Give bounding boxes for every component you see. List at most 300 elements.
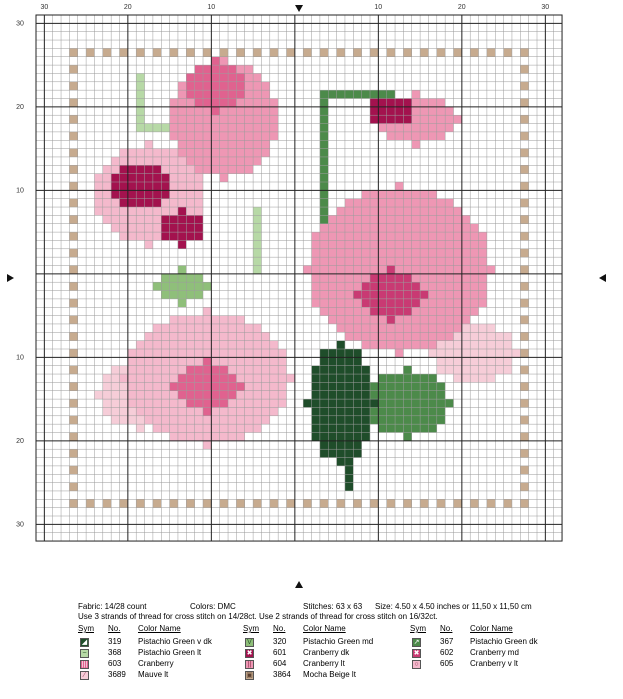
stitch-cell bbox=[362, 257, 370, 265]
stitch-cell bbox=[186, 207, 194, 215]
stitch-cell bbox=[203, 499, 211, 507]
stitch-cell bbox=[337, 282, 345, 290]
stitch-cell bbox=[520, 132, 528, 140]
stitch-cell bbox=[161, 215, 169, 223]
stitch-cell bbox=[345, 240, 353, 248]
stitch-cell bbox=[412, 307, 420, 315]
stitch-cell bbox=[236, 82, 244, 90]
stitch-cell bbox=[353, 282, 361, 290]
stitch-cell bbox=[445, 299, 453, 307]
stitch-cell bbox=[378, 324, 386, 332]
stitch-cell bbox=[178, 82, 186, 90]
stitch-cell bbox=[211, 132, 219, 140]
stitch-cell bbox=[362, 341, 370, 349]
stitch-cell bbox=[153, 391, 161, 399]
stitch-cell bbox=[211, 82, 219, 90]
stitch-cell bbox=[203, 149, 211, 157]
stitch-cell bbox=[387, 341, 395, 349]
stitch-cell bbox=[170, 274, 178, 282]
stitch-cell bbox=[328, 374, 336, 382]
stitch-cell bbox=[320, 249, 328, 257]
stitch-cell bbox=[261, 107, 269, 115]
stitch-cell bbox=[111, 174, 119, 182]
stitch-cell bbox=[370, 341, 378, 349]
legend-number: 320 bbox=[273, 637, 287, 646]
stitch-cell bbox=[186, 99, 194, 107]
stitch-cell bbox=[245, 324, 253, 332]
stitch-cell bbox=[220, 366, 228, 374]
stitch-cell bbox=[362, 249, 370, 257]
stitch-cell bbox=[253, 224, 261, 232]
stitch-cell bbox=[253, 107, 261, 115]
stitch-cell bbox=[353, 433, 361, 441]
stitch-cell bbox=[337, 391, 345, 399]
stitch-cell bbox=[412, 257, 420, 265]
stitch-cell bbox=[186, 382, 194, 390]
stitch-cell bbox=[161, 357, 169, 365]
stitch-cell bbox=[378, 224, 386, 232]
stitch-cell bbox=[387, 399, 395, 407]
stitch-cell bbox=[378, 332, 386, 340]
stitch-cell bbox=[353, 232, 361, 240]
center-arrow-left bbox=[7, 274, 14, 282]
stitch-cell bbox=[420, 99, 428, 107]
stitch-cell bbox=[211, 433, 219, 441]
stitch-cell bbox=[370, 199, 378, 207]
stitch-cell bbox=[412, 407, 420, 415]
stitch-cell bbox=[504, 349, 512, 357]
stitch-cell bbox=[403, 374, 411, 382]
stitch-cell bbox=[211, 157, 219, 165]
stitch-cell bbox=[161, 224, 169, 232]
stitch-cell bbox=[128, 165, 136, 173]
stitch-cell bbox=[136, 99, 144, 107]
stitch-cell bbox=[186, 291, 194, 299]
stitch-cell bbox=[337, 249, 345, 257]
stitch-cell bbox=[403, 307, 411, 315]
stitch-cell bbox=[69, 499, 77, 507]
stitch-cell bbox=[387, 190, 395, 198]
stitch-cell bbox=[395, 316, 403, 324]
center-arrow-bottom bbox=[295, 581, 303, 588]
legend-header-name: Color Name bbox=[303, 624, 346, 633]
stitch-cell bbox=[454, 257, 462, 265]
stitch-cell bbox=[378, 341, 386, 349]
stitch-cell bbox=[128, 199, 136, 207]
stitch-cell bbox=[245, 165, 253, 173]
stitch-cell bbox=[236, 407, 244, 415]
stitch-cell bbox=[395, 115, 403, 123]
stitch-cell bbox=[170, 190, 178, 198]
stitch-cell bbox=[103, 407, 111, 415]
stitch-cell bbox=[353, 449, 361, 457]
stitch-cell bbox=[337, 291, 345, 299]
stitch-cell bbox=[370, 257, 378, 265]
stitch-cell bbox=[178, 382, 186, 390]
legend-color-name: Pistachio Green md bbox=[303, 637, 374, 646]
stitch-cell bbox=[128, 190, 136, 198]
stitch-cell bbox=[120, 149, 128, 157]
stitch-cell bbox=[69, 483, 77, 491]
top-axis-label: 10 bbox=[374, 4, 383, 11]
stitch-cell bbox=[412, 299, 420, 307]
stitch-cell bbox=[387, 207, 395, 215]
stitch-cell bbox=[69, 433, 77, 441]
stitch-cell bbox=[220, 349, 228, 357]
stitch-cell bbox=[370, 307, 378, 315]
stitch-cell bbox=[153, 199, 161, 207]
stitch-cell bbox=[203, 382, 211, 390]
stitch-cell bbox=[170, 382, 178, 390]
stitch-cell bbox=[236, 115, 244, 123]
stitch-cell bbox=[195, 433, 203, 441]
stitch-cell bbox=[470, 232, 478, 240]
stitch-cell bbox=[253, 257, 261, 265]
stitch-cell bbox=[178, 324, 186, 332]
stitch-cell bbox=[170, 215, 178, 223]
stitch-cell bbox=[253, 132, 261, 140]
stitch-cell bbox=[345, 199, 353, 207]
stitch-cell bbox=[320, 124, 328, 132]
stitch-cell bbox=[236, 382, 244, 390]
stitch-cell bbox=[128, 357, 136, 365]
stitch-cell bbox=[270, 399, 278, 407]
stitch-cell bbox=[420, 424, 428, 432]
stitch-cell bbox=[136, 73, 144, 81]
stitch-cell bbox=[337, 366, 345, 374]
stitch-cell bbox=[178, 174, 186, 182]
stitch-cell bbox=[94, 174, 102, 182]
stitch-cell bbox=[520, 382, 528, 390]
stitch-cell bbox=[370, 332, 378, 340]
stitch-cell bbox=[178, 132, 186, 140]
stitch-cell bbox=[412, 399, 420, 407]
stitch-cell bbox=[253, 416, 261, 424]
stitch-cell bbox=[69, 332, 77, 340]
stitch-cell bbox=[186, 399, 194, 407]
stitch-cell bbox=[120, 499, 128, 507]
stitch-cell bbox=[337, 433, 345, 441]
stitch-cell bbox=[520, 349, 528, 357]
stitch-cell bbox=[395, 399, 403, 407]
stitch-cell bbox=[136, 165, 144, 173]
stitch-cell bbox=[203, 357, 211, 365]
stitch-cell bbox=[353, 399, 361, 407]
stitch-cell bbox=[211, 140, 219, 148]
stitch-cell bbox=[145, 399, 153, 407]
stitch-cell bbox=[445, 249, 453, 257]
stitch-cell bbox=[186, 73, 194, 81]
legend-color-name: Cranberry bbox=[138, 659, 174, 668]
stitch-cell bbox=[470, 240, 478, 248]
stitch-cell bbox=[170, 48, 178, 56]
stitch-cell bbox=[203, 332, 211, 340]
stitch-cell bbox=[153, 232, 161, 240]
stitch-cell bbox=[136, 174, 144, 182]
stitch-cell bbox=[261, 382, 269, 390]
stitch-cell bbox=[136, 90, 144, 98]
stitch-cell bbox=[320, 374, 328, 382]
stitch-cell bbox=[303, 399, 311, 407]
stitch-cell bbox=[337, 299, 345, 307]
stitch-cell bbox=[312, 382, 320, 390]
stitch-cell bbox=[387, 382, 395, 390]
stitch-cell bbox=[454, 299, 462, 307]
stitch-cell bbox=[437, 299, 445, 307]
stitch-cell bbox=[428, 99, 436, 107]
stitch-cell bbox=[337, 307, 345, 315]
stitch-cell bbox=[462, 341, 470, 349]
stitch-cell bbox=[186, 357, 194, 365]
stitch-cell bbox=[220, 140, 228, 148]
stitch-cell bbox=[370, 107, 378, 115]
stitch-cell bbox=[428, 257, 436, 265]
stitch-cell bbox=[395, 107, 403, 115]
stitch-cell bbox=[195, 399, 203, 407]
stitch-cell bbox=[69, 232, 77, 240]
stitch-cell bbox=[253, 99, 261, 107]
stitch-cell bbox=[495, 341, 503, 349]
stitch-cell bbox=[337, 324, 345, 332]
stitch-cell bbox=[412, 232, 420, 240]
stitch-cell bbox=[211, 149, 219, 157]
stitch-cell bbox=[445, 115, 453, 123]
stitch-cell bbox=[454, 357, 462, 365]
stitch-cell bbox=[445, 291, 453, 299]
stitch-cell bbox=[94, 207, 102, 215]
stitch-cell bbox=[211, 399, 219, 407]
stitch-cell bbox=[387, 424, 395, 432]
stitch-cell bbox=[170, 433, 178, 441]
stitch-cell bbox=[378, 199, 386, 207]
stitch-cell bbox=[145, 165, 153, 173]
stitch-cell bbox=[328, 90, 336, 98]
stitch-cell bbox=[195, 282, 203, 290]
stitch-cell bbox=[395, 407, 403, 415]
stitch-cell bbox=[161, 165, 169, 173]
stitch-cell bbox=[245, 99, 253, 107]
stitch-cell bbox=[395, 132, 403, 140]
stitch-cell bbox=[437, 382, 445, 390]
stitch-cell bbox=[236, 366, 244, 374]
stitch-cell bbox=[312, 232, 320, 240]
stitch-cell bbox=[153, 174, 161, 182]
legend-color-name: Mocha Beige lt bbox=[303, 670, 356, 679]
stitch-cell bbox=[395, 240, 403, 248]
stitch-cell bbox=[403, 190, 411, 198]
stitch-cell bbox=[420, 382, 428, 390]
stitch-cell bbox=[220, 115, 228, 123]
stitch-cell bbox=[120, 232, 128, 240]
stitch-cell bbox=[320, 174, 328, 182]
stitch-cell bbox=[170, 499, 178, 507]
stitch-cell bbox=[211, 374, 219, 382]
stitch-cell bbox=[145, 416, 153, 424]
stitch-cell bbox=[345, 374, 353, 382]
stitch-cell bbox=[228, 316, 236, 324]
stitch-cell bbox=[195, 291, 203, 299]
stitch-cell bbox=[103, 391, 111, 399]
stitch-cell bbox=[395, 257, 403, 265]
stitch-cell bbox=[445, 399, 453, 407]
stitch-cell bbox=[362, 282, 370, 290]
stitch-cell bbox=[462, 224, 470, 232]
stitch-cell bbox=[428, 407, 436, 415]
stitch-cell bbox=[345, 299, 353, 307]
stitch-cell bbox=[261, 124, 269, 132]
stitch-cell bbox=[362, 199, 370, 207]
stitch-cell bbox=[186, 416, 194, 424]
stitch-cell bbox=[320, 299, 328, 307]
legend-number: 602 bbox=[440, 648, 454, 657]
stitch-cell bbox=[520, 99, 528, 107]
stitch-cell bbox=[445, 349, 453, 357]
stitch-cell bbox=[69, 466, 77, 474]
stitch-cell bbox=[370, 249, 378, 257]
stitch-cell bbox=[412, 424, 420, 432]
stitch-cell bbox=[320, 48, 328, 56]
stitch-cell bbox=[94, 190, 102, 198]
stitch-cell bbox=[487, 349, 495, 357]
stitch-cell bbox=[320, 232, 328, 240]
stitch-cell bbox=[186, 115, 194, 123]
stitch-cell bbox=[328, 257, 336, 265]
stitch-cell bbox=[128, 399, 136, 407]
stitch-cell bbox=[370, 115, 378, 123]
stitch-cell bbox=[437, 266, 445, 274]
stitch-cell bbox=[103, 207, 111, 215]
stitch-cell bbox=[136, 232, 144, 240]
stitch-cell bbox=[362, 366, 370, 374]
stitch-cell bbox=[170, 115, 178, 123]
stitch-cell bbox=[170, 174, 178, 182]
stitch-cell bbox=[111, 391, 119, 399]
stitch-cell bbox=[345, 366, 353, 374]
legend-color-name: Pistachio Green v dk bbox=[138, 637, 212, 646]
stitch-cell bbox=[362, 424, 370, 432]
stitch-cell bbox=[253, 424, 261, 432]
stitch-cell bbox=[161, 157, 169, 165]
stitch-cell bbox=[437, 99, 445, 107]
stitch-cell bbox=[328, 224, 336, 232]
stitch-cell bbox=[136, 224, 144, 232]
stitch-cell bbox=[278, 391, 286, 399]
stitch-cell bbox=[153, 399, 161, 407]
stitch-cell bbox=[186, 157, 194, 165]
stitch-cell bbox=[186, 165, 194, 173]
stitch-cell bbox=[320, 366, 328, 374]
stitch-cell bbox=[345, 324, 353, 332]
stitch-cell bbox=[320, 274, 328, 282]
top-axis-label: 30 bbox=[541, 4, 550, 11]
stitch-cell bbox=[353, 391, 361, 399]
stitch-cell bbox=[312, 266, 320, 274]
stitch-cell bbox=[420, 374, 428, 382]
stitch-cell bbox=[228, 366, 236, 374]
stitch-cell bbox=[412, 140, 420, 148]
stitch-cell bbox=[387, 316, 395, 324]
stitch-cell bbox=[186, 174, 194, 182]
stitch-cell bbox=[353, 499, 361, 507]
stitch-cell bbox=[445, 224, 453, 232]
stitch-cell bbox=[236, 90, 244, 98]
stitch-cell bbox=[362, 433, 370, 441]
stitch-cell bbox=[337, 424, 345, 432]
stitch-cell bbox=[445, 282, 453, 290]
stitch-cell bbox=[228, 416, 236, 424]
stitch-cell bbox=[228, 115, 236, 123]
stitch-cell bbox=[203, 374, 211, 382]
stitch-cell bbox=[353, 199, 361, 207]
stitch-cell bbox=[370, 416, 378, 424]
stitch-cell bbox=[228, 65, 236, 73]
stitch-cell bbox=[353, 257, 361, 265]
stitch-cell bbox=[153, 341, 161, 349]
stitch-cell bbox=[170, 374, 178, 382]
stitch-cell bbox=[136, 182, 144, 190]
stitch-cell bbox=[161, 124, 169, 132]
stitch-cell bbox=[236, 349, 244, 357]
stitch-cell bbox=[479, 341, 487, 349]
stitch-cell bbox=[312, 366, 320, 374]
stitch-cell bbox=[245, 149, 253, 157]
stitch-cell bbox=[195, 115, 203, 123]
stitch-cell bbox=[370, 391, 378, 399]
stitch-cell bbox=[479, 299, 487, 307]
stitch-cell bbox=[370, 207, 378, 215]
stitch-cell bbox=[111, 407, 119, 415]
stitch-cell bbox=[320, 257, 328, 265]
top-axis-label: 30 bbox=[40, 4, 49, 11]
stitch-cell bbox=[228, 165, 236, 173]
stitch-cell bbox=[312, 433, 320, 441]
stitch-cell bbox=[470, 374, 478, 382]
stitch-cell bbox=[111, 366, 119, 374]
stitch-cell bbox=[454, 374, 462, 382]
stitch-cell bbox=[345, 399, 353, 407]
stitch-cell bbox=[69, 416, 77, 424]
stitch-cell bbox=[195, 416, 203, 424]
stitch-cell bbox=[270, 341, 278, 349]
stitch-cell bbox=[403, 316, 411, 324]
stitch-cell bbox=[203, 324, 211, 332]
stitch-cell bbox=[387, 224, 395, 232]
stitch-cell bbox=[337, 499, 345, 507]
stitch-cell bbox=[236, 424, 244, 432]
legend-number: 367 bbox=[440, 637, 454, 646]
stitch-cell bbox=[470, 249, 478, 257]
stitch-cell bbox=[145, 407, 153, 415]
stitch-cell bbox=[462, 215, 470, 223]
stitch-cell bbox=[136, 424, 144, 432]
stitch-cell bbox=[270, 349, 278, 357]
stitch-cell bbox=[153, 157, 161, 165]
stitch-cell bbox=[387, 90, 395, 98]
stitch-cell bbox=[445, 332, 453, 340]
stitch-cell bbox=[345, 215, 353, 223]
stitch-cell bbox=[128, 407, 136, 415]
stitch-cell bbox=[228, 407, 236, 415]
stitch-cell bbox=[353, 382, 361, 390]
stitch-cell bbox=[211, 57, 219, 65]
stitch-cell bbox=[236, 416, 244, 424]
stitch-cell bbox=[353, 240, 361, 248]
stitch-cell bbox=[520, 249, 528, 257]
stitch-cell bbox=[228, 349, 236, 357]
stitch-cell bbox=[195, 391, 203, 399]
stitch-cell bbox=[245, 82, 253, 90]
stitch-cell bbox=[437, 240, 445, 248]
